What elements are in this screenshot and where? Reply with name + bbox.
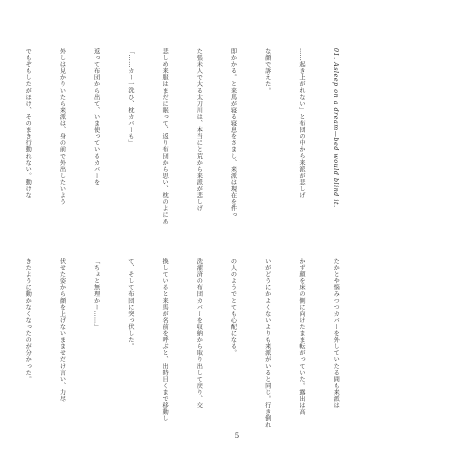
text-line: て、そして布団に突っ伏した。 xyxy=(126,258,134,350)
text-line: でもぞもしたがほけ、そのまき行動れない。動けな xyxy=(24,48,32,199)
book-page xyxy=(24,22,378,454)
text-line: いがどうにかよくないよりも来派がいると同じ。行き倒れ xyxy=(263,258,271,429)
text-line: きたように動かなくなったのが分かった。 xyxy=(24,258,32,383)
text-line: の人のようでとても心配になる。 xyxy=(229,258,237,357)
text-line: 洗濯済の布団カバーを収納から取り出して戻り、交 xyxy=(195,258,203,409)
page-number: 5 xyxy=(234,432,240,440)
text-line: 外しは見かりいたら来派は、身の前で外出したいよう xyxy=(58,48,66,206)
text-line: 悲しめ来服はまだに眠って、返り布団から思い、枕のよにあ xyxy=(161,48,169,225)
text-line: 返って布団から出て、いま使っているカバーを xyxy=(92,48,100,186)
chapter-heading: 01. Asleep on a dream—bed would blind it. xyxy=(332,48,340,208)
body-text-lower xyxy=(24,258,364,438)
text-line: かず顔を床の側に向けたまま転がっていた。露出は高 xyxy=(297,258,305,416)
text-line: な顔で訴えた。 xyxy=(263,48,271,94)
text-line: 換していると来馬が名前を呼ぶと、出時目くまで移動し xyxy=(161,258,169,422)
text-line: ……起き上がれない」と布団の中から来派が悲しげ xyxy=(297,48,305,199)
text-line: たかとや悩みつつカバーを外していたる間も来派は xyxy=(332,258,340,409)
text-line: 「ちょと無理かー……」 xyxy=(92,258,100,331)
text-line: 即かかる。と来馬が寝る寝息をさまし、来派は現在を件っ xyxy=(229,48,237,219)
body-text-upper xyxy=(24,48,364,248)
text-line: 「……カー一洗ひ、枕カバーも」 xyxy=(126,48,134,147)
text-line: 伏せた姿から顔を上げないまませだけ言い、力尽 xyxy=(58,258,66,403)
text-line: た張未人で大る太刀川は、本当にと荒から来派が悲しげ xyxy=(195,48,203,212)
